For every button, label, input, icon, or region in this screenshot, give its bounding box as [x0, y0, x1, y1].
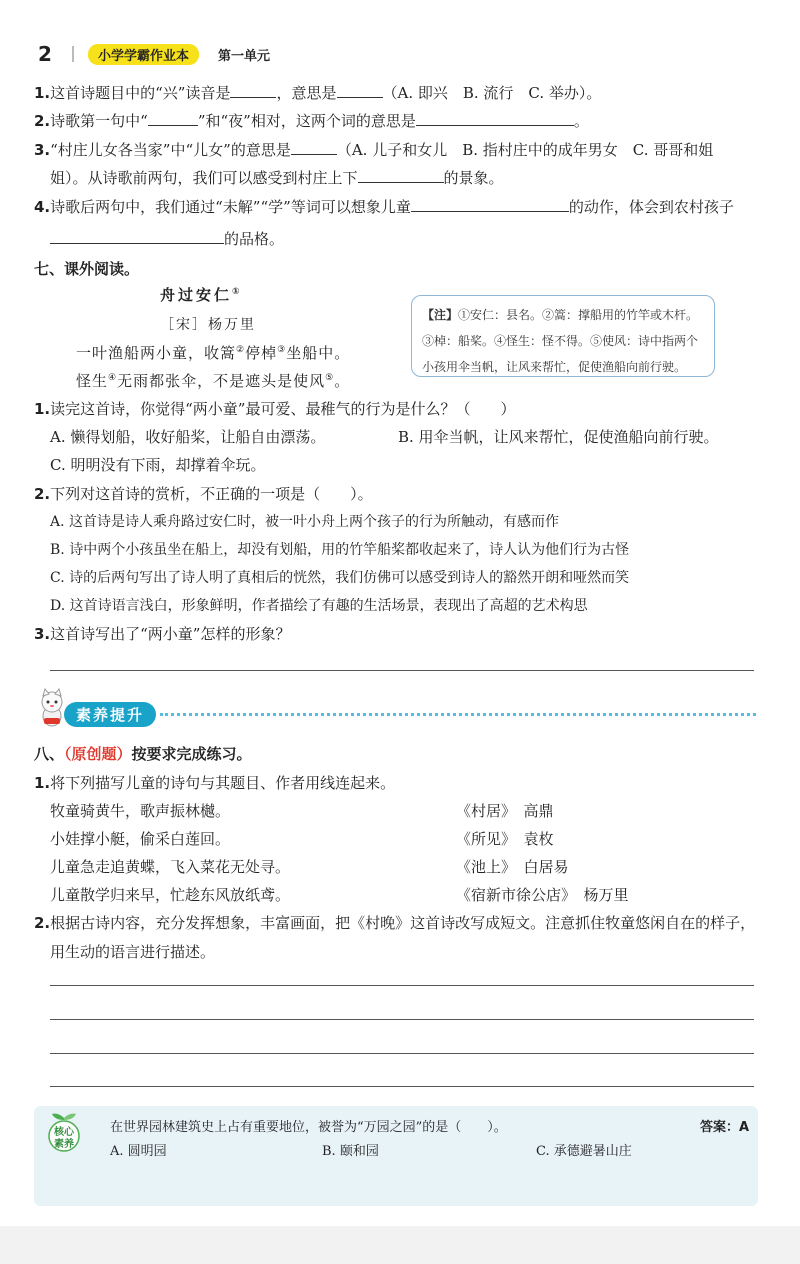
poem-note-box: 【注】①安仁：县名。②篙：撑船用的竹竿或木杆。③棹：船桨。④怪生：怪不得。⑤使风：诗中指两个小孩用伞当帆，让风来帮忙，促使渔船向前行驶。: [411, 295, 715, 377]
option[interactable]: C. 诗的后两句写出了诗人明了真相后的恍然，我们仿佛可以感受到诗人的豁然开朗和哑然而笑: [50, 570, 630, 586]
question-8-1: 1.将下列描写儿童的诗句与其题目、作者用线连起来。: [34, 774, 396, 792]
poem-title: 舟过安仁①: [160, 286, 243, 304]
question-7-1: 1.读完这首诗，你觉得“两小童”最可爱、最稚气的行为是什么？（ ）: [34, 400, 516, 418]
question-8-2: 2.根据古诗内容，充分发挥想象，丰富画面，把《村晚》这首诗改写成短文。注意抓住牧童悠闲自在的样子，: [34, 914, 756, 932]
badge-text-2: 素养: [54, 1139, 74, 1150]
question-8-2-cont: 用生动的语言进行描述。: [50, 943, 216, 961]
core-option[interactable]: C. 承德避暑山庄: [536, 1144, 632, 1159]
option[interactable]: D. 这首诗语言浅白，形象鲜明，作者描绘了有趣的生活场景，表现出了高超的艺术构思: [50, 598, 588, 614]
option[interactable]: B. 诗中两个小孩虽坐在船上，却没有划船，用的竹竿船桨都收起来了，诗人认为他们行为古怪: [50, 542, 630, 558]
page-number: 2: [38, 42, 52, 66]
book-tag: 小学学霸作业本: [88, 44, 199, 65]
question-a3-cont: 姐）。从诗歌前两句，我们可以感受到村庄上下 的景象。: [50, 169, 504, 187]
core-answer: 答案：A: [700, 1120, 750, 1135]
core-option[interactable]: A. 圆明园: [110, 1144, 167, 1159]
option[interactable]: B. 用伞当帆，让风来帮忙，促使渔船向前行驶。: [398, 428, 719, 446]
answer-blank[interactable]: [337, 83, 383, 98]
option[interactable]: A. 懒得划船，收好船桨，让船自由漂荡。: [50, 428, 326, 446]
header-divider: [72, 46, 74, 62]
core-option[interactable]: B. 颐和园: [322, 1144, 379, 1159]
question-7-2: 2.下列对这首诗的赏析，不正确的一项是（ ）。: [34, 485, 373, 503]
question-a3: 3.“村庄儿女各当家”中“儿女”的意思是 （A. 儿子和女儿 B. 指村庄中的成年男女 C. 哥哥和姐: [34, 141, 714, 159]
section-7-title: 七、课外阅读。: [34, 260, 140, 278]
option[interactable]: A. 这首诗是诗人乘舟路过安仁时，被一叶小舟上两个孩子的行为所触动，有感而作: [50, 514, 560, 530]
match-left-item[interactable]: 儿童散学归来早，忙趁东风放纸鸢。: [50, 886, 291, 904]
poem-line-2: 怪生④无雨都张伞，不是遮头是使风⑤。: [76, 372, 351, 390]
match-left-item[interactable]: 牧童骑黄牛，歌声振林樾。: [50, 802, 231, 820]
answer-line[interactable]: [50, 670, 754, 671]
question-a4: 4.诗歌后两句中，我们通过“未解”“学”等词可以想象儿童 的动作，体会到农村孩子: [34, 198, 734, 216]
page-footer-band: [0, 1226, 800, 1264]
answer-line[interactable]: [50, 985, 754, 986]
match-left-item[interactable]: 儿童急走追黄蝶，飞入菜花无处寻。: [50, 858, 291, 876]
answer-line[interactable]: [50, 1053, 754, 1054]
answer-blank[interactable]: [416, 111, 574, 126]
answer-blank[interactable]: [50, 229, 224, 244]
badge-text-1: 核心: [54, 1127, 74, 1138]
answer-blank[interactable]: [291, 140, 337, 155]
poem-line-1: 一叶渔船两小童，收篙②停棹③坐船中。: [76, 344, 351, 362]
poem-author: ［宋］杨万里: [160, 317, 256, 333]
option[interactable]: C. 明明没有下雨，却撑着伞玩。: [50, 456, 266, 474]
answer-blank[interactable]: [148, 111, 198, 126]
answer-blank[interactable]: [411, 197, 569, 212]
question-a4-cont: 的品格。: [50, 228, 284, 249]
question-a2: 2.诗歌第一句中“ ”和“夜”相对，这两个词的意思是 。: [34, 112, 589, 130]
question-a1: 1.这首诗题目中的“兴”读音是 ，意思是 （A. 即兴 B. 流行 C. 举办）。: [34, 84, 602, 102]
section-8-title: 八、（原创题）按要求完成练习。: [34, 745, 252, 763]
banner-dotted-line: [160, 713, 756, 716]
core-question: 在世界园林建筑史上占有重要地位，被誉为“万园之园”的是（ ）。: [110, 1120, 507, 1135]
match-right-item[interactable]: 《宿新市徐公店》 杨万里: [456, 886, 629, 904]
answer-line[interactable]: [50, 1086, 754, 1087]
answer-blank[interactable]: [358, 168, 444, 183]
match-right-item[interactable]: 《村居》 高鼎: [456, 802, 554, 820]
match-right-item[interactable]: 《所见》 袁枚: [456, 830, 554, 848]
section-banner: 素养提升: [64, 702, 156, 727]
match-right-item[interactable]: 《池上》 白居易: [456, 858, 569, 876]
match-left-item[interactable]: 小娃撑小艇，偷采白莲回。: [50, 830, 231, 848]
answer-blank[interactable]: [230, 83, 276, 98]
question-7-3: 3.这首诗写出了“两小童”怎样的形象？: [34, 625, 291, 643]
unit-title: 第一单元: [218, 49, 271, 64]
answer-line[interactable]: [50, 1019, 754, 1020]
